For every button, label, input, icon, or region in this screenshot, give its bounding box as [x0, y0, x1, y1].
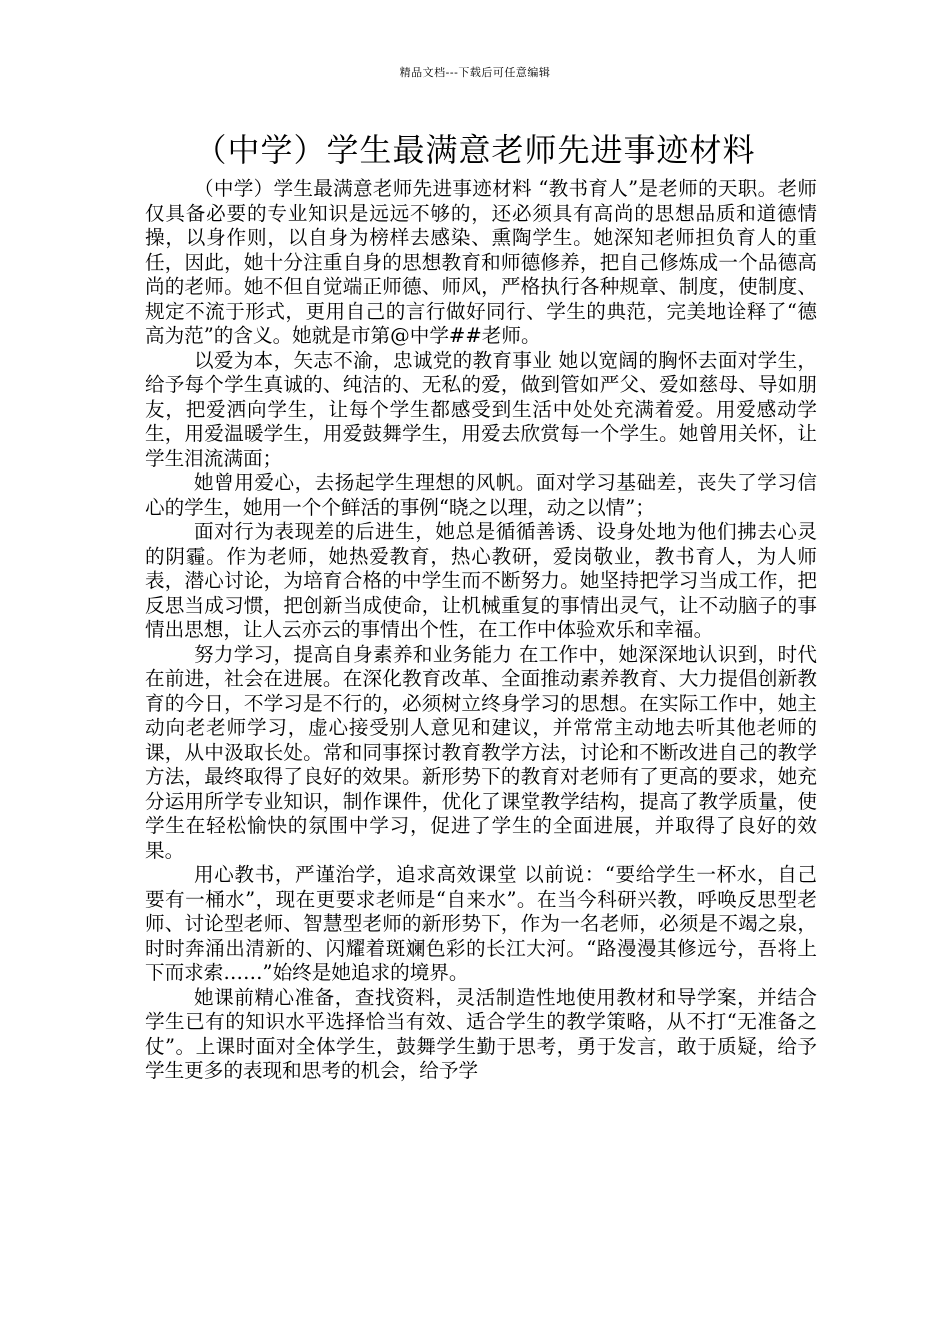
document-body [145, 177, 817, 1084]
paragraph-intro: （中学）学生最满意老师先进事迹材料 “教书育人”是老师的天职。老师仅具备必要的专业知识是远远不够的，还必须具有高尚的思想品质和道德情操，以身作则，以自身为榜样去感染、熏陶学生。她深知老师担负育人的重任，因此，她十分注重自身的思想教育和师德修养，把自己修炼成一个品德高尚的老师。她不但自觉端正师德、师风，严格执行各种规章、制度，使制度、规定不流于形式，更用自己的言行做好同行、学生的典范，完美地诠释了“德高为范”的含义。她就是市第@中学##老师。 [145, 177, 817, 347]
header-note: 精品文档---下载后可任意编辑 [399, 66, 551, 79]
document-title: （中学）学生最满意老师先进事迹材料 [194, 131, 756, 169]
paragraph-teaching: 用心教书，严谨治学，追求高效课堂 以前说：“要给学生一杯水，自己要有一桶水”，现在更要求老师是“自来水”。在当今科研兴教，呼唤反思型老师、讨论型老师、智慧型老师的新形势下，作为一名老师，必须是不竭之泉，时时奔涌出清新的、闪耀着斑斓色彩的长江大河。“路漫漫其修远兮，吾将上下而求索……”始终是她追求的境界。 [145, 863, 817, 984]
paragraph-learning: 努力学习，提高自身素养和业务能力 在工作中，她深深地认识到，时代在前进，社会在进展。在深化教育改革、全面推动素养教育、大力提倡创新教育的今日，不学习是不行的，必须树立终身学习的思想。在实际工作中，她主动向老老师学习，虚心接受别人意见和建议，并常常主动地去听其他老师的课，从中汲取长处。常和同事探讨教育教学方法，讨论和不断改进自己的教学方法，最终取得了良好的效果。新形势下的教育对老师有了更高的要求，她充分运用所学专业知识，制作课件，优化了课堂教学结构，提高了教学质量，使学生在轻松愉快的氛围中学习，促进了学生的全面进展，并取得了良好的效果。 [145, 642, 817, 862]
paragraph-preparation: 她课前精心准备，查找资料，灵活制造性地使用教材和导学案，并结合学生已有的知识水平选择恰当有效、适合学生的教学策略，从不打“无准备之仗”。上课时面对全体学生，鼓舞学生勤于思考，勇于发言，敢于质疑，给予学生更多的表现和思考的机会，给予学 [145, 985, 817, 1082]
paragraph-care: 她曾用爱心，去扬起学生理想的风帆。面对学习基础差，丧失了学习信心的学生，她用一个个鲜活的事例“晓之以理，动之以情”； [145, 471, 817, 519]
paragraph-guidance: 面对行为表现差的后进生，她总是循循善诱、设身处地为他们拂去心灵的阴霾。作为老师，她热爱教育，热心教研，爱岗敬业，教书育人，为人师表，潜心讨论，为培育合格的中学生而不断努力。她坚持把学习当成工作，把反思当成习惯，把创新当成使命，让机械重复的事情出灵气，让不动脑子的事情出思想，让人云亦云的事情出个性，在工作中体验欢乐和幸福。 [145, 520, 817, 641]
paragraph-love: 以爱为本，矢志不渝，忠诚党的教育事业 她以宽阔的胸怀去面对学生，给予每个学生真诚的、纯洁的、无私的爱，做到管如严父、爱如慈母、导如朋友，把爱洒向学生，让每个学生都感受到生活中处处充满着爱。用爱感动学生，用爱温暖学生，用爱鼓舞学生，用爱去欣赏每一个学生。她曾用关怀，让学生泪流满面； [145, 348, 817, 470]
